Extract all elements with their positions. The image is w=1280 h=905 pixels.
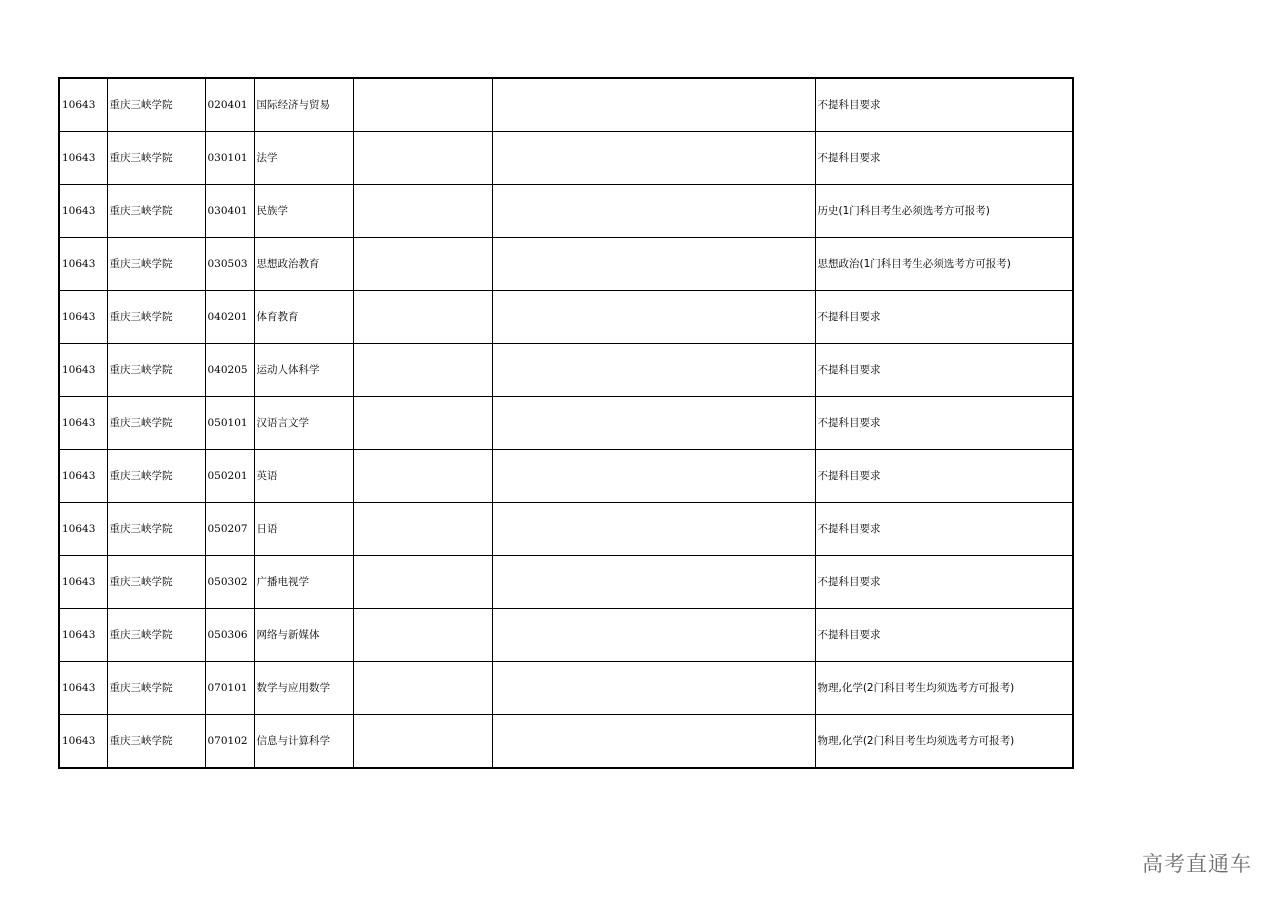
major-name-cell: 民族学 xyxy=(254,185,353,238)
subject-requirement-cell: 不提科目要求 xyxy=(815,556,1073,609)
school-code-cell: 10643 xyxy=(59,715,107,769)
subject-requirement-cell: 物理,化学(2门科目考生均须选考方可报考) xyxy=(815,662,1073,715)
empty-cell xyxy=(353,450,492,503)
table-body xyxy=(59,78,1073,768)
empty-cell xyxy=(492,609,815,662)
empty-cell xyxy=(353,238,492,291)
subject-requirement-cell: 不提科目要求 xyxy=(815,132,1073,185)
major-name-cell: 国际经济与贸易 xyxy=(254,78,353,132)
school-name-cell: 重庆三峡学院 xyxy=(107,185,205,238)
empty-cell xyxy=(492,450,815,503)
admission-table xyxy=(58,77,1074,769)
major-code-cell: 070101 xyxy=(205,662,254,715)
subject-requirement-cell: 不提科目要求 xyxy=(815,78,1073,132)
subject-requirement-cell: 不提科目要求 xyxy=(815,503,1073,556)
major-code-cell: 050306 xyxy=(205,609,254,662)
table-row xyxy=(59,78,1073,132)
empty-cell xyxy=(492,132,815,185)
empty-cell xyxy=(353,609,492,662)
major-code-cell: 040205 xyxy=(205,344,254,397)
major-code-cell: 070102 xyxy=(205,715,254,769)
table-row xyxy=(59,344,1073,397)
major-name-cell: 运动人体科学 xyxy=(254,344,353,397)
subject-requirement-cell: 思想政治(1门科目考生必须选考方可报考) xyxy=(815,238,1073,291)
empty-cell xyxy=(353,397,492,450)
major-name-cell: 广播电视学 xyxy=(254,556,353,609)
major-code-cell: 050101 xyxy=(205,397,254,450)
empty-cell xyxy=(492,344,815,397)
major-code-cell: 050302 xyxy=(205,556,254,609)
empty-cell xyxy=(353,291,492,344)
school-code-cell: 10643 xyxy=(59,556,107,609)
school-name-cell: 重庆三峡学院 xyxy=(107,291,205,344)
empty-cell xyxy=(353,503,492,556)
empty-cell xyxy=(492,78,815,132)
school-code-cell: 10643 xyxy=(59,397,107,450)
table-row xyxy=(59,185,1073,238)
table-row xyxy=(59,609,1073,662)
table-row xyxy=(59,715,1073,769)
school-code-cell: 10643 xyxy=(59,132,107,185)
school-name-cell: 重庆三峡学院 xyxy=(107,662,205,715)
major-name-cell: 法学 xyxy=(254,132,353,185)
empty-cell xyxy=(492,715,815,769)
major-name-cell: 网络与新媒体 xyxy=(254,609,353,662)
empty-cell xyxy=(353,344,492,397)
empty-cell xyxy=(353,78,492,132)
empty-cell xyxy=(353,132,492,185)
empty-cell xyxy=(353,185,492,238)
school-name-cell: 重庆三峡学院 xyxy=(107,344,205,397)
school-code-cell: 10643 xyxy=(59,503,107,556)
school-name-cell: 重庆三峡学院 xyxy=(107,609,205,662)
watermark-text: 高考直通车 xyxy=(1142,852,1252,876)
subject-requirement-cell: 不提科目要求 xyxy=(815,344,1073,397)
school-name-cell: 重庆三峡学院 xyxy=(107,556,205,609)
subject-requirement-cell: 历史(1门科目考生必须选考方可报考) xyxy=(815,185,1073,238)
table-row xyxy=(59,238,1073,291)
empty-cell xyxy=(492,238,815,291)
empty-cell xyxy=(492,662,815,715)
empty-cell xyxy=(353,556,492,609)
school-name-cell: 重庆三峡学院 xyxy=(107,397,205,450)
major-code-cell: 030503 xyxy=(205,238,254,291)
major-name-cell: 数学与应用数学 xyxy=(254,662,353,715)
subject-requirement-cell: 不提科目要求 xyxy=(815,450,1073,503)
school-code-cell: 10643 xyxy=(59,185,107,238)
major-name-cell: 体育教育 xyxy=(254,291,353,344)
table-row xyxy=(59,132,1073,185)
school-code-cell: 10643 xyxy=(59,238,107,291)
empty-cell xyxy=(492,291,815,344)
major-code-cell: 020401 xyxy=(205,78,254,132)
table-row xyxy=(59,503,1073,556)
major-code-cell: 040201 xyxy=(205,291,254,344)
table-row xyxy=(59,662,1073,715)
school-code-cell: 10643 xyxy=(59,662,107,715)
major-name-cell: 思想政治教育 xyxy=(254,238,353,291)
table-row xyxy=(59,450,1073,503)
major-code-cell: 050207 xyxy=(205,503,254,556)
subject-requirement-cell: 不提科目要求 xyxy=(815,609,1073,662)
empty-cell xyxy=(492,397,815,450)
school-code-cell: 10643 xyxy=(59,450,107,503)
table-row xyxy=(59,397,1073,450)
empty-cell xyxy=(492,556,815,609)
school-code-cell: 10643 xyxy=(59,609,107,662)
school-name-cell: 重庆三峡学院 xyxy=(107,132,205,185)
empty-cell xyxy=(492,185,815,238)
major-name-cell: 信息与计算科学 xyxy=(254,715,353,769)
major-name-cell: 英语 xyxy=(254,450,353,503)
major-code-cell: 030101 xyxy=(205,132,254,185)
empty-cell xyxy=(353,715,492,769)
table-row xyxy=(59,556,1073,609)
school-name-cell: 重庆三峡学院 xyxy=(107,78,205,132)
school-code-cell: 10643 xyxy=(59,291,107,344)
school-name-cell: 重庆三峡学院 xyxy=(107,238,205,291)
major-name-cell: 汉语言文学 xyxy=(254,397,353,450)
school-code-cell: 10643 xyxy=(59,78,107,132)
school-name-cell: 重庆三峡学院 xyxy=(107,715,205,769)
subject-requirement-cell: 物理,化学(2门科目考生均须选考方可报考) xyxy=(815,715,1073,769)
school-code-cell: 10643 xyxy=(59,344,107,397)
major-code-cell: 030401 xyxy=(205,185,254,238)
empty-cell xyxy=(492,503,815,556)
school-name-cell: 重庆三峡学院 xyxy=(107,450,205,503)
major-name-cell: 日语 xyxy=(254,503,353,556)
table-row xyxy=(59,291,1073,344)
major-code-cell: 050201 xyxy=(205,450,254,503)
subject-requirement-cell: 不提科目要求 xyxy=(815,397,1073,450)
subject-requirement-cell: 不提科目要求 xyxy=(815,291,1073,344)
empty-cell xyxy=(353,662,492,715)
school-name-cell: 重庆三峡学院 xyxy=(107,503,205,556)
